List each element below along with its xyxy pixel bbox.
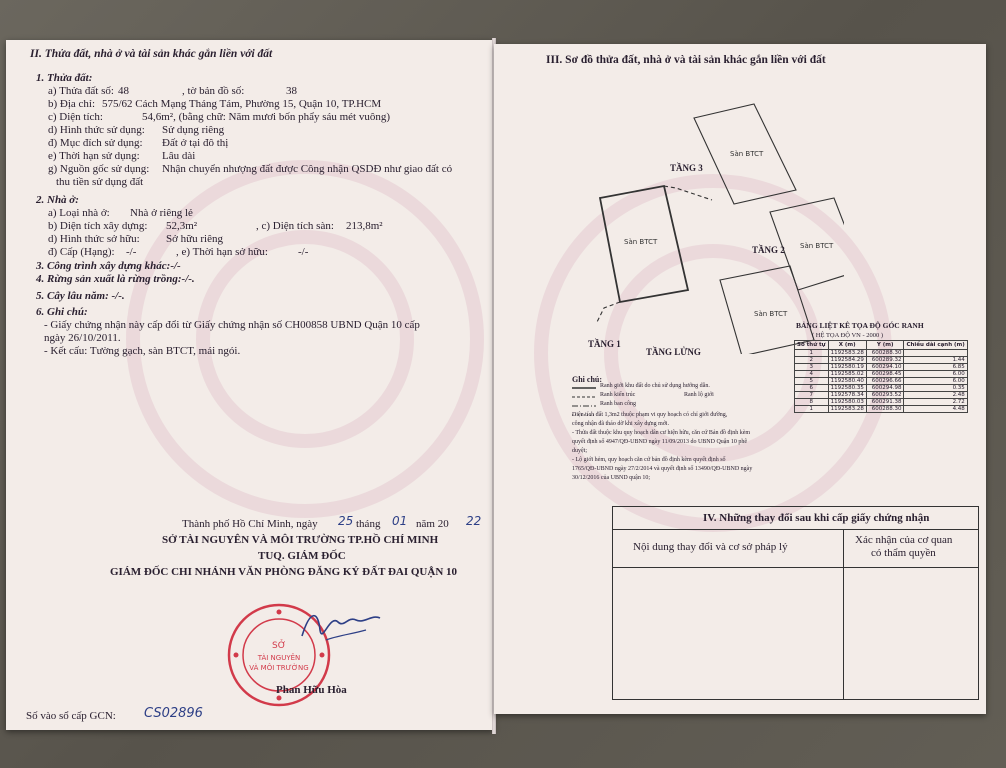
- issue-year: 22: [466, 514, 482, 528]
- coord-header: Số thứ tự: [795, 341, 829, 350]
- coord-cell: 1192578.34: [828, 392, 866, 399]
- term-label: e) Thời hạn sử dụng:: [48, 150, 140, 162]
- coord-cell: 1: [795, 350, 829, 357]
- legend-line-samples: [572, 385, 598, 425]
- coord-cell: 7: [795, 392, 829, 399]
- changes-column-divider: [843, 529, 844, 699]
- coord-cell: 3: [795, 364, 829, 371]
- svg-text:VÀ MÔI TRƯỜNG: VÀ MÔI TRƯỜNG: [249, 664, 309, 672]
- coord-header: X (m): [828, 341, 866, 350]
- address-label: b) Địa chỉ:: [48, 98, 96, 110]
- built-area-value: 52,3m²: [166, 220, 198, 232]
- legend-item: Ranh lộ giới: [684, 392, 714, 398]
- house-type-value: Nhà ở riêng lẻ: [130, 207, 193, 219]
- land-heading: 1. Thửa đất:: [36, 72, 93, 84]
- use-form-value: Sử dụng riêng: [162, 124, 225, 136]
- coord-cell: 600296.66: [866, 378, 904, 385]
- ownership-value: Sở hữu riêng: [166, 233, 223, 245]
- diagram-note-line: - Thửa đất thuộc khu quy hoạch dân cư hiện hữu, căn cứ Bản đồ định kèm: [572, 430, 751, 436]
- coord-row: [795, 350, 968, 357]
- changes-col-content: Nội dung thay đổi và cơ sở pháp lý: [633, 541, 788, 553]
- address-value: 575/62 Cách Mạng Tháng Tám, Phường 15, Quận 10, TP.HCM: [102, 98, 382, 110]
- diagram-notes-heading: Ghi chú:: [572, 375, 603, 384]
- svg-text:SỞ: SỞ: [272, 641, 286, 651]
- coord-row: [795, 385, 968, 392]
- coord-cell: 6.85: [904, 364, 967, 371]
- planted-forest: 4. Rừng sản xuất là rừng trồng:-/-.: [36, 273, 195, 285]
- use-form-label: d) Hình thức sử dụng:: [48, 124, 145, 136]
- diagram-note-line: 30/12/2016 của UBND quận 10;: [572, 475, 650, 481]
- signer-name: Phan Hữu Hòa: [276, 684, 347, 696]
- deputy-title: TUQ. GIÁM ĐỐC: [258, 550, 346, 562]
- legend-item: Ranh ban công: [600, 401, 636, 407]
- floor-label-mezzanine: TẦNG LỬNG: [646, 347, 701, 357]
- coord-row: [795, 371, 968, 378]
- diagram-note-line: duyệt;: [572, 448, 587, 454]
- coord-row: [795, 357, 968, 364]
- area-value: 54,6m², (bằng chữ: Năm mươi bốn phẩy sáu mét vuông): [142, 111, 391, 123]
- issue-month: 01: [392, 514, 408, 528]
- coord-cell: 6: [795, 385, 829, 392]
- coord-cell: 2.48: [904, 392, 967, 399]
- changes-table: [612, 506, 979, 700]
- coord-cell: 1192585.02: [828, 371, 866, 378]
- coord-row: [795, 406, 968, 413]
- coord-cell: 1192583.28: [828, 350, 866, 357]
- floor-plan-diagram: [544, 94, 844, 354]
- legend-item: Ranh kiến trúc: [600, 392, 636, 398]
- coord-row: [795, 378, 968, 385]
- diagram-note-line: quyết định số 4947/QĐ-UBND ngày 11/09/2013 do UBND Quận 10 phê: [572, 439, 748, 445]
- area-label: c) Diện tích:: [48, 111, 103, 123]
- watermark-rosette-inner: [196, 230, 414, 448]
- handwritten-signature: [296, 596, 386, 656]
- coord-cell: 6.00: [904, 371, 967, 378]
- coord-cell: [904, 350, 967, 357]
- coord-cell: 1192580.35: [828, 385, 866, 392]
- perennial-trees: 5. Cây lâu năm: -/-.: [36, 290, 125, 302]
- coord-cell: 1192583.28: [828, 406, 866, 413]
- floor-area-label: , c) Diện tích sàn:: [256, 220, 334, 232]
- coord-cell: 600293.52: [866, 392, 904, 399]
- coord-cell: 1192580.40: [828, 378, 866, 385]
- coord-header: Chiều dài cạnh (m): [904, 341, 967, 350]
- coord-cell: 1192580.19: [828, 364, 866, 371]
- origin-label: g) Nguồn gốc sử dụng:: [48, 163, 150, 175]
- coord-cell: 2: [795, 357, 829, 364]
- svg-text:Sàn BTCT: Sàn BTCT: [624, 238, 658, 246]
- coordinate-table: [794, 340, 968, 413]
- notes-heading: 6. Ghi chú:: [36, 306, 88, 318]
- diagram-note-line: công nhận đã tháo dỡ khi xây dựng mới.: [572, 421, 670, 427]
- grade-value: -/-: [126, 246, 137, 258]
- changes-title: IV. Những thay đổi sau khi cấp giấy chứng nhận: [703, 512, 930, 524]
- coord-cell: 4: [795, 371, 829, 378]
- ownership-label: d) Hình thức sở hữu:: [48, 233, 140, 245]
- diagram-note-line: - Lộ giới hẻm, quy hoạch căn cứ bản đồ định kèm quyết định số: [572, 457, 726, 463]
- coord-cell: 600298.45: [866, 371, 904, 378]
- coord-table-title: BẢNG LIỆT KÊ TỌA ĐỘ GÓC RANH: [796, 321, 924, 330]
- other-works: 3. Công trình xây dựng khác:-/-: [36, 260, 181, 272]
- legend-item: Ranh giới khu đất do chủ sử dụng hướng dẫn.: [600, 383, 710, 389]
- purpose-label: đ) Mục đích sử dụng:: [48, 137, 143, 149]
- section-iii-title: III. Sơ đồ thửa đất, nhà ở và tài sản khác gắn liền với đất: [546, 54, 826, 66]
- own-term-value: -/-: [298, 246, 309, 258]
- coord-cell: 600291.38: [866, 399, 904, 406]
- own-term-label: , e) Thời hạn sở hữu:: [176, 246, 268, 258]
- svg-text:Sàn BTCT: Sàn BTCT: [754, 310, 788, 318]
- issue-date-prefix: Thành phố Hồ Chí Minh, ngày: [182, 518, 318, 530]
- origin-value-line1: Nhận chuyển nhượng đất được Công nhận QSDĐ như giao đất có: [162, 163, 453, 175]
- origin-value-line2: thu tiền sử dụng đất: [56, 176, 144, 188]
- changes-col-approval-line1: Xác nhận của cơ quan: [855, 534, 953, 546]
- floor-label-3: TẦNG 3: [670, 163, 703, 173]
- floor-label-1: TẦNG 1: [588, 339, 621, 349]
- purpose-value: Đất ở tại đô thị: [162, 137, 229, 149]
- certificate-left-page: [6, 40, 494, 730]
- parcel-number: 48: [118, 85, 129, 97]
- house-heading: 2. Nhà ở:: [36, 194, 79, 206]
- issue-year-label: năm 20: [416, 518, 449, 530]
- section-ii-title: II. Thửa đất, nhà ở và tài sản khác gắn liền với đất: [30, 48, 273, 60]
- issue-month-label: tháng: [356, 518, 381, 530]
- register-number: CS02896: [144, 706, 203, 721]
- changes-col-approval-line2: có thẩm quyền: [871, 547, 936, 559]
- coord-cell: 4.48: [904, 406, 967, 413]
- coord-table-subtitle: ( HỆ TỌA ĐỘ VN - 2000 ): [812, 332, 884, 339]
- coord-cell: 1192584.29: [828, 357, 866, 364]
- diagram-note-line: 1765/QĐ-UBND ngày 27/2/2014 và quyết định số 13490/QĐ-UBND ngày: [572, 466, 753, 472]
- coord-cell: 600289.32: [866, 357, 904, 364]
- coord-cell: 6.00: [904, 378, 967, 385]
- coord-cell: 8: [795, 399, 829, 406]
- coord-cell: 1192580.03: [828, 399, 866, 406]
- coord-row: [795, 392, 968, 399]
- diagram-note-line: Diện tích đất 1,3m2 thuộc phạm vi quy hoạch có chỉ giới đường,: [572, 412, 728, 418]
- changes-table-subheader: [613, 529, 978, 568]
- floor-area-value: 213,8m²: [346, 220, 383, 232]
- grade-label: đ) Cấp (Hạng):: [48, 246, 115, 258]
- certificate-right-page: [494, 44, 986, 714]
- map-sheet-number: 38: [286, 85, 297, 97]
- note-1-line2: ngày 26/10/2011.: [44, 332, 121, 344]
- term-value: Lâu dài: [162, 150, 196, 162]
- svg-text:Sàn BTCT: Sàn BTCT: [800, 242, 834, 250]
- coord-cell: 600294.10: [866, 364, 904, 371]
- svg-text:TÀI NGUYÊN: TÀI NGUYÊN: [257, 654, 301, 662]
- parcel-label: a) Thửa đất số:: [48, 85, 114, 97]
- note-1-line1: - Giấy chứng nhận này cấp đổi từ Giấy chứng nhận số CH00858 UBND Quận 10 cấp: [44, 319, 420, 331]
- coord-cell: 2.72: [904, 399, 967, 406]
- coord-row: [795, 399, 968, 406]
- map-sheet-label: , tờ bản đồ số:: [182, 85, 245, 97]
- coord-cell: 600288.30: [866, 406, 904, 413]
- svg-text:Sàn BTCT: Sàn BTCT: [730, 150, 764, 158]
- coord-cell: 600294.98: [866, 385, 904, 392]
- coord-cell: 0.35: [904, 385, 967, 392]
- register-label: Số vào sổ cấp GCN:: [26, 710, 116, 722]
- floor-label-2: TẦNG 2: [752, 245, 785, 255]
- coord-row: [795, 364, 968, 371]
- coord-cell: 1: [795, 406, 829, 413]
- coord-cell: 5: [795, 378, 829, 385]
- changes-table-header: [613, 507, 978, 530]
- note-2: - Kết cấu: Tường gạch, sàn BTCT, mái ngói.: [44, 345, 241, 357]
- department-name: SỞ TÀI NGUYÊN VÀ MÔI TRƯỜNG TP.HỒ CHÍ MINH: [162, 534, 439, 546]
- coord-cell: 1.44: [904, 357, 967, 364]
- coord-header: Y (m): [866, 341, 904, 350]
- built-area-label: b) Diện tích xây dựng:: [48, 220, 148, 232]
- director-title: GIÁM ĐỐC CHI NHÁNH VĂN PHÒNG ĐĂNG KÝ ĐẤT ĐAI QUẬN 10: [110, 566, 458, 578]
- coord-cell: 600288.30: [866, 350, 904, 357]
- house-type-label: a) Loại nhà ở:: [48, 207, 110, 219]
- issue-day: 25: [338, 514, 354, 528]
